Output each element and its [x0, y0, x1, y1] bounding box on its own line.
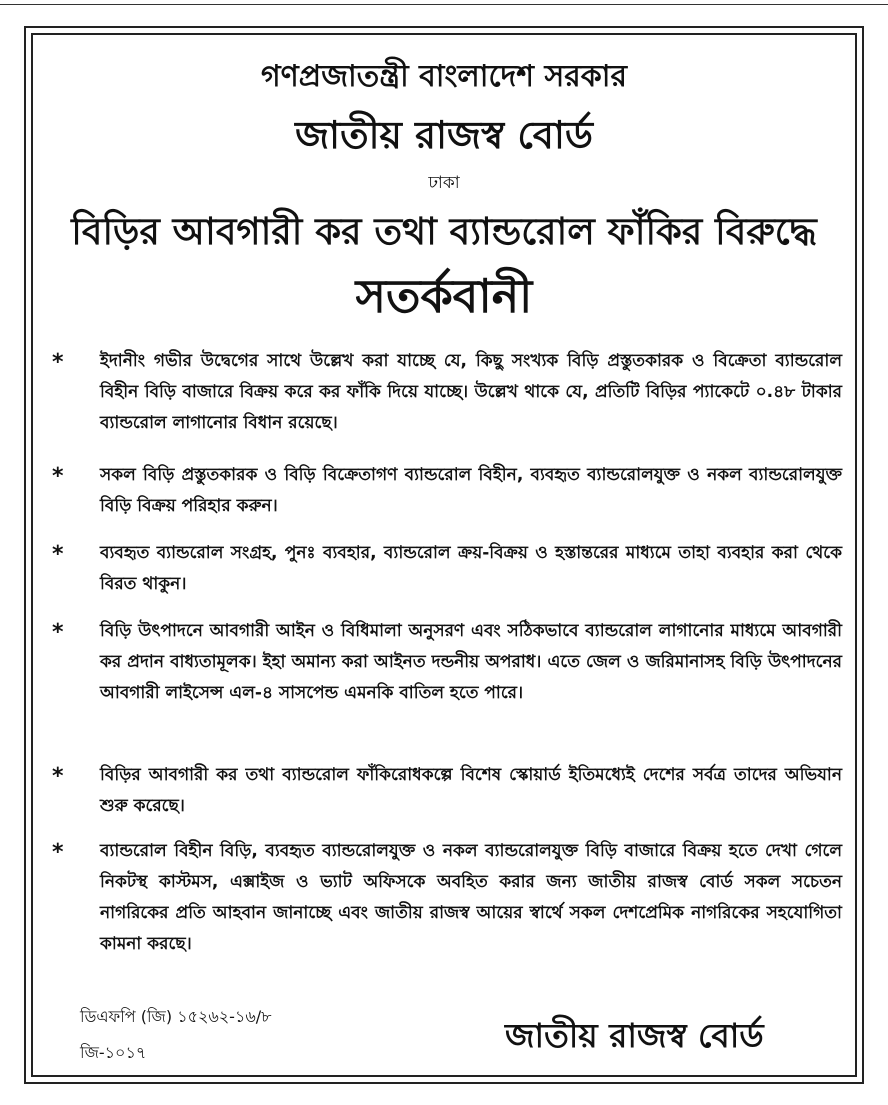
asterisk-icon: * — [52, 840, 64, 865]
dfp-reference: ডিএফপি (জি) ১৫২৬২-১৬/৮ — [80, 1007, 272, 1026]
notice-item-text: সকল বিড়ি প্রস্তুতকারক ও বিড়ি বিক্রেতাগণ ব্যান্ডরোল বিহীন, ব্যবহৃত ব্যান্ডরোলযুক্ত ও নকল ব্যান্ডরোলযুক্ত বিড়ি বিক্রয় পরিহার করুন। — [100, 465, 842, 516]
top-rule — [0, 4, 888, 5]
board-title: জাতীয় রাজস্ব বোর্ড — [295, 113, 593, 157]
government-title: গণপ্রজাতন্ত্রী বাংলাদেশ সরকার — [261, 59, 627, 94]
asterisk-icon: * — [52, 542, 64, 567]
notice-item-text: ইদানীং গভীর উদ্বেগের সাথে উল্লেখ করা যাচ্ছে যে, কিছু সংখ্যক বিড়ি প্রস্তুতকারক ও বিক্রেতা ব্যান্ডরোল বিহীন বিড়ি বাজারে বিক্রয় করে কর ফাঁকি দিয়ে যাচ্ছে। উল্লেখ থাকে যে, প্রতিটি বিড়ির প্যাকেটে ০.৪৮ টাকার ব্যান্ডরোল লাগানোর বিধান রয়েছে। — [100, 351, 843, 433]
notice-item-text: বিড়ির আবগারী কর তথা ব্যান্ডরোল ফাঁকিরোধকল্পে বিশেষ স্কোয়ার্ড ইতিমধ্যেই দেশের সর্বত্র তাদের অভিযান শুরু করেছে। — [100, 765, 842, 816]
notice-item-text: বিড়ি উৎপাদনে আবগারী আইন ও বিধিমালা অনুসরণ এবং সঠিকভাবে ব্যান্ডরোল লাগানোর মাধ্যমে আবগারী কর প্রদান বাধ্যতামূলক। ইহা অমান্য করা আইনত দন্ডনীয় অপরাধ। এতে জেল ও জরিমানাসহ বিড়ি উৎপাদনের আবগারী লাইসেন্স এল-৪ সাসপেন্ড এমনকি বাতিল হতে পারে। — [100, 621, 842, 703]
asterisk-icon: * — [52, 764, 64, 789]
city-name: ঢাকা — [428, 173, 460, 193]
signature-board: জাতীয় রাজস্ব বোর্ড — [505, 1016, 764, 1055]
notice-item-text: ব্যান্ডরোল বিহীন বিড়ি, ব্যবহৃত ব্যান্ডরোলযুক্ত ও নকল ব্যান্ডরোলযুক্ত বিড়ি বাজারে বিক্রয় হতে দেখা গেলে নিকটস্থ কাস্টমস, এক্সাইজ ও ভ্যাট অফিসকে অবহিত করার জন্য জাতীয় রাজস্ব বোর্ড সকল সচেতন নাগরিকের প্রতি আহবান জানাচ্ছে এবং জাতীয় রাজস্ব আয়ের স্বার্থে সকল দেশপ্রেমিক নাগরিকের সহযোগিতা কামনা করছে। — [100, 841, 842, 954]
notice-item-text: ব্যবহৃত ব্যান্ডরোল সংগ্রহ, পুনঃ ব্যবহার, ব্যান্ডরোল ক্রয়-বিক্রয় ও হস্তান্তরের মাধ্যমে তাহা ব্যবহার করা থেকে বিরত থাকুন। — [100, 543, 842, 594]
asterisk-icon: * — [52, 620, 64, 645]
warning-heading: সতর্কবানী — [355, 269, 533, 323]
notice-subject: বিড়ির আবগারী কর তথা ব্যান্ডরোল ফাঁকির বিরুদ্ধে — [71, 210, 817, 253]
asterisk-icon: * — [52, 464, 64, 489]
g-reference: জি-১০১৭ — [80, 1043, 147, 1062]
asterisk-icon: * — [52, 350, 64, 375]
